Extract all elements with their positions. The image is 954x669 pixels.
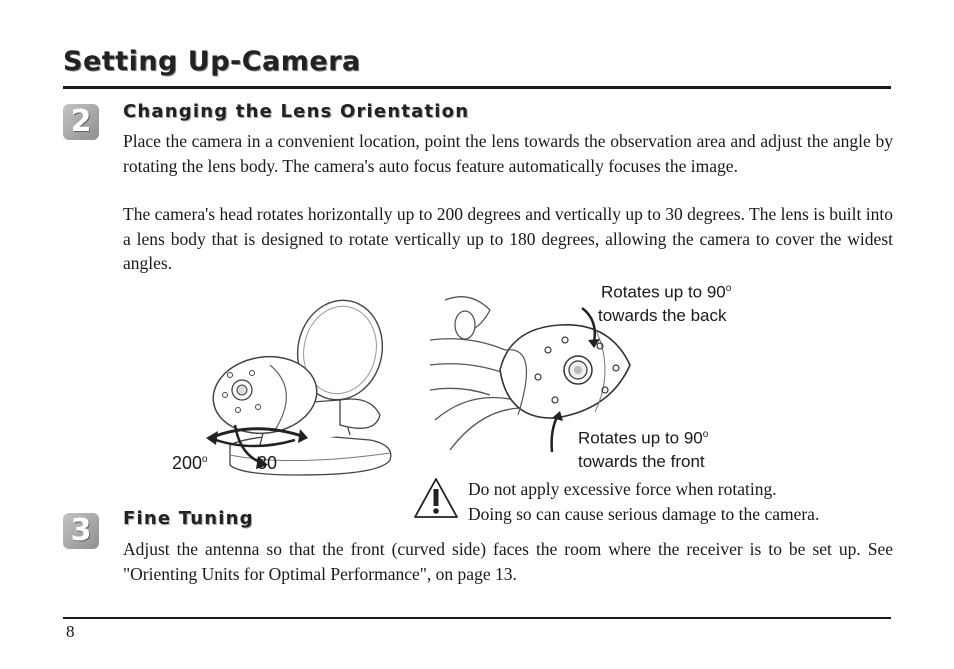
fine-tuning-paragraph: Adjust the antenna so that the front (curved side) faces the room where the receiver is to be set up. See "Orienting Units for Optimal Performance", on page 13.: [123, 539, 893, 584]
horizontal-degrees-label: 200$^o$: [172, 453, 208, 473]
vertical-degrees-label: 30: [257, 453, 278, 473]
footer-divider: [63, 617, 891, 619]
page-number: 8: [66, 622, 75, 641]
rotate-back-callout: Rotates up to 90$^o$ towards the back: [598, 282, 732, 325]
rotate-front-arrow: [552, 415, 558, 452]
lens-paragraph-1: Place the camera in a convenient location, point the lens towards the observation area and adjust the angle by rotating the lens body. The camera's auto focus feature automatically focuses the image.: [123, 131, 893, 176]
fine-tuning-heading: Fine Tuning: [123, 508, 254, 529]
lens-orientation-heading: Changing the Lens Orientation: [123, 101, 470, 122]
camera-horizontal-rotation-illustration: [190, 295, 405, 485]
step-3-badge: 3: [63, 513, 99, 549]
rotate-front-callout: Rotates up to 90$^o$ towards the front: [578, 428, 709, 471]
camera-base: [230, 435, 391, 475]
title-divider: [63, 86, 891, 89]
lens-paragraph-2: The camera's head rotates horizontally up to 200 degrees and vertically up to 30 degrees. The lens is built into a lens body that is designed to rotate vertically up to 180 degrees, allowing the camera to cover the widest angles.: [123, 204, 893, 273]
warning-message: Do not apply excessive force when rotating. Doing so can cause serious damage to the camera.: [468, 479, 820, 524]
warning-triangle-icon: [413, 477, 459, 519]
step-2-badge: 2: [63, 104, 99, 140]
page-title: Setting Up-Camera: [63, 46, 361, 77]
